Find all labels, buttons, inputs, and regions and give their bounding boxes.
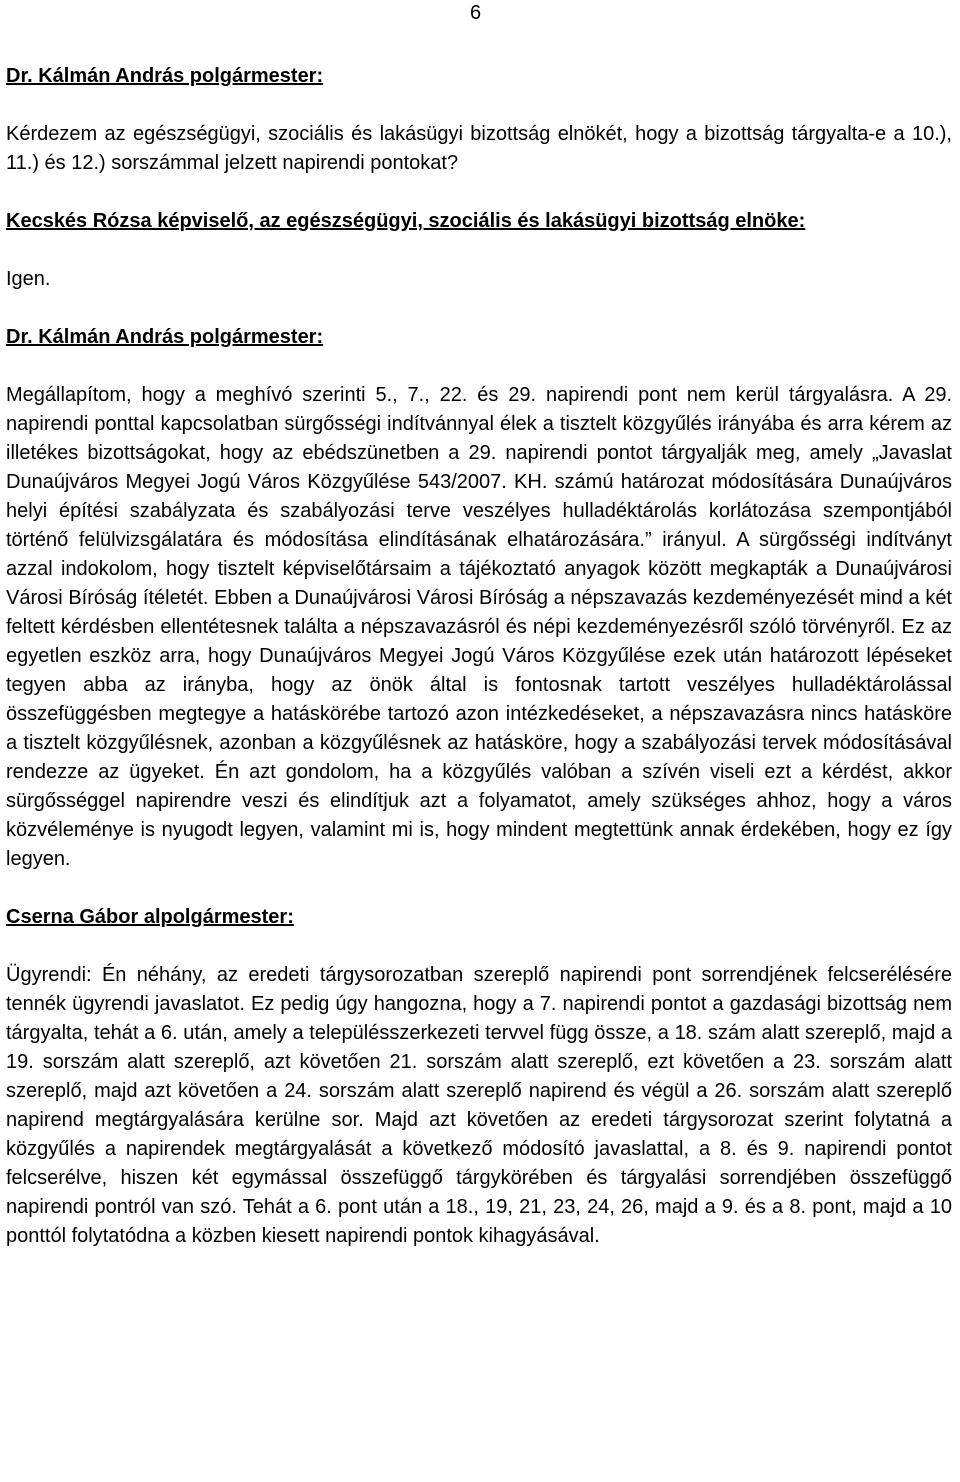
speech-paragraph: Megállapítom, hogy a meghívó szerinti 5., 7., 22. és 29. napirendi pont nem kerül tárgyalásra. A 29. napirendi ponttal kapcsolatban sürgősségi indítvánnyal élek a tisztelt közgyűlés irányába és arra kérem az illetékes bizottságokat, hogy az ebédszünetben a 29. napirendi pontot tárgyalják meg, amely „Javaslat Dunaújváros Megyei Jogú Város Közgyűlése 543/2007. KH. számú határozat módosítására Dunaújváros helyi építési szabályzata és szabályozási terve veszélyes hulladéktárolás korlátozása szempontjából történő felülvizsgálatára és módosítása elindításának elhatározására.” irányul. A sürgősségi indítványt azzal indokolom, hogy tisztelt képviselőtársaim a tájékoztató anyagok között megkapták a Dunaújvárosi Városi Bíróság ítéletét. Ebben a Dunaújvárosi Városi Bíróság a népszavazás kezdeményezését mind a két feltett kérdésben ellentétesnek találta a népszavazásról és népi kezdeményezésről szóló törvényről. Ez az egyetlen eszköz arra, hogy Dunaújváros Megyei Jogú Város Közgyűlése ezek után határozott lépéseket tegyen abba az irányba, hogy az önök által is fontosnak tartott veszélyes hulladéktárolással összefüggésben megtegye a hatáskörébe tartozó azon intézkedéseket, a népszavazásra nincs hatásköre a tisztelt közgyűlésnek, azonban a közgyűlésnek az hatásköre, hogy a szabályozási tervek módosításával rendezze az ügyeket. Én azt gondolom, ha a közgyűlés valóban a szívén viseli ezt a kérdést, akkor sürgősséggel napirendre veszi és elindítjuk azt a folyamatot, amely szükséges ahhoz, hogy a város közvéleménye is nyugodt legyen, valamint mi is, hogy mindent megtettünk annak érdekében, hogy ez így legyen.	[6, 384, 952, 870]
speaker-heading: Cserna Gábor alpolgármester:	[6, 906, 294, 928]
speaker-heading: Kecskés Rózsa képviselő, az egészségügyi, szociális és lakásügyi bizottság elnöke:	[6, 210, 806, 232]
speaker-heading: Dr. Kálmán András polgármester:	[6, 326, 324, 348]
speech-paragraph: Igen.	[6, 268, 51, 290]
speech-paragraph: Ügyrendi: Én néhány, az eredeti tárgysorozatban szereplő napirendi pont sorrendjének felcserélésére tennék ügyrendi javaslatot. Ez pedig úgy hangozna, hogy a 7. napirendi pontot a gazdasági bizottság nem tárgyalta, tehát a 6. után, amely a településszerkezeti tervvel függ össze, a 18. szám alatt szereplő, majd a 19. sorszám alatt szereplő, azt követően 21. sorszám alatt szereplő, ezt követően a 23. sorszám alatt szereplő, majd azt követően a 24. sorszám alatt szereplő napirend és végül a 26. sorszám alatt szereplő napirend megtárgyalására kerülne sor. Majd azt követően az eredeti tárgysorozat szerint folytatná a közgyűlés a napirendek megtárgyalását a következő módosító javaslattal, a 8. és 9. napirendi pontot felcserélve, hiszen két egymással összefüggő tárgykörében és tárgyalási sorrendjében összefüggő napirendi pontról van szó. Tehát a 6. pont után a 18., 19, 21, 23, 24, 26, majd a 9. és a 8. pont, majd a 10 ponttól folytatódna a közben kiesett napirendi pontok kihagyásával.	[6, 964, 952, 1247]
speech-paragraph: Kérdezem az egészségügyi, szociális és lakásügyi bizottság elnökét, hogy a bizottság tárgyalta-e a 10.), 11.) és 12.) sorszámmal jelzett napirendi pontokat?	[6, 123, 952, 174]
page-number: 6	[470, 2, 482, 24]
document-body	[6, 62, 952, 1251]
speaker-heading: Dr. Kálmán András polgármester:	[6, 65, 324, 87]
